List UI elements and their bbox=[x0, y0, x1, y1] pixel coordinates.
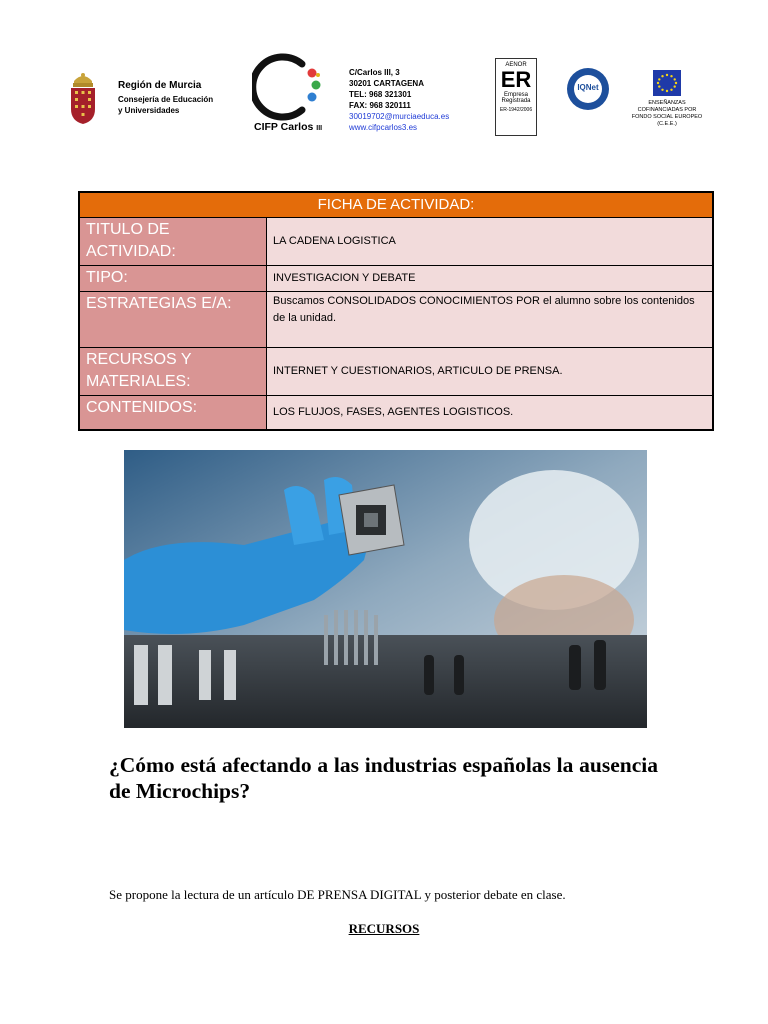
eu-text-line2: COFINANCIADAS POR bbox=[637, 107, 697, 113]
contact-email-link[interactable]: 30019702@murciaeduca.es bbox=[349, 112, 450, 121]
cifp-logo bbox=[252, 52, 324, 127]
contact-city: 30201 CARTAGENA bbox=[349, 79, 424, 88]
eu-text-line3: FONDO SOCIAL EUROPEO bbox=[631, 114, 703, 120]
main-question-heading: ¿Cómo está afectando a las industrias españolas la ausencia de Microchips? bbox=[109, 753, 658, 803]
eu-flag-icon bbox=[653, 70, 681, 101]
ficha-value-titulo: LA CADENA LOGISTICA bbox=[267, 218, 714, 266]
ficha-actividad-table bbox=[78, 191, 714, 431]
iqnet-label: IQNet bbox=[577, 83, 599, 92]
ficha-title: FICHA DE ACTIVIDAD: bbox=[79, 192, 713, 218]
aenor-caption1: Empresa bbox=[503, 92, 528, 98]
contact-web-link[interactable]: www.cifpcarlos3.es bbox=[349, 123, 418, 132]
recursos-heading: RECURSOS bbox=[348, 921, 420, 936]
eu-text-line1: ENSEÑANZAS bbox=[648, 100, 686, 106]
cifp-name-suffix: III bbox=[316, 125, 323, 132]
contact-address: C/Carlos III, 3 bbox=[349, 68, 400, 77]
aenor-er-logo bbox=[495, 58, 537, 136]
ficha-label-contenidos: CONTENIDOS: bbox=[79, 396, 267, 430]
cifp-name bbox=[254, 121, 322, 133]
proposal-text: Se propone la lectura de un artículo DE PRENSA DIGITAL y posterior debate en clase. bbox=[109, 887, 566, 902]
aenor-er-mark: ER bbox=[500, 67, 532, 92]
cifp-name-text: CIFP Carlos bbox=[254, 121, 314, 133]
aenor-code: ER-1942/2006 bbox=[499, 107, 533, 113]
consejeria-line2: y Universidades bbox=[118, 106, 180, 115]
consejeria-text bbox=[118, 94, 213, 116]
eu-fund-text bbox=[630, 100, 704, 128]
ficha-label-tipo: TIPO: bbox=[79, 266, 267, 292]
ficha-label-titulo: TITULO DE ACTIVIDAD: bbox=[79, 218, 267, 266]
ficha-value-estrategias: Buscamos CONSOLIDADOS CONOCIMIENTOS POR el alumno sobre los contenidos de la unidad. bbox=[267, 292, 714, 348]
ficha-label-estrategias: ESTRATEGIAS E/A: bbox=[79, 292, 267, 348]
contact-tel: TEL: 968 321301 bbox=[349, 90, 412, 99]
consejeria-line1: Consejería de Educación bbox=[118, 95, 214, 104]
region-name: Región de Murcia bbox=[118, 80, 202, 91]
ficha-value-tipo: INVESTIGACION Y DEBATE bbox=[267, 266, 714, 292]
aenor-caption2: Registrada bbox=[501, 98, 531, 104]
ficha-value-contenidos: LOS FLUJOS, FASES, AGENTES LOGISTICOS. bbox=[267, 396, 714, 430]
region-murcia-crest bbox=[68, 71, 98, 130]
ficha-label-recursos: RECURSOS Y MATERIALES: bbox=[79, 348, 267, 396]
iqnet-logo bbox=[566, 67, 610, 111]
eu-text-line4: (C.E.E.) bbox=[657, 121, 677, 127]
aenor-top-text: AENOR bbox=[505, 62, 527, 68]
microchip-photo bbox=[124, 450, 647, 728]
ficha-value-recursos: INTERNET Y CUESTIONARIOS, ARTICULO DE PRENSA. bbox=[267, 348, 714, 396]
contact-fax: FAX: 968 320111 bbox=[349, 101, 411, 110]
contact-block bbox=[349, 67, 449, 133]
